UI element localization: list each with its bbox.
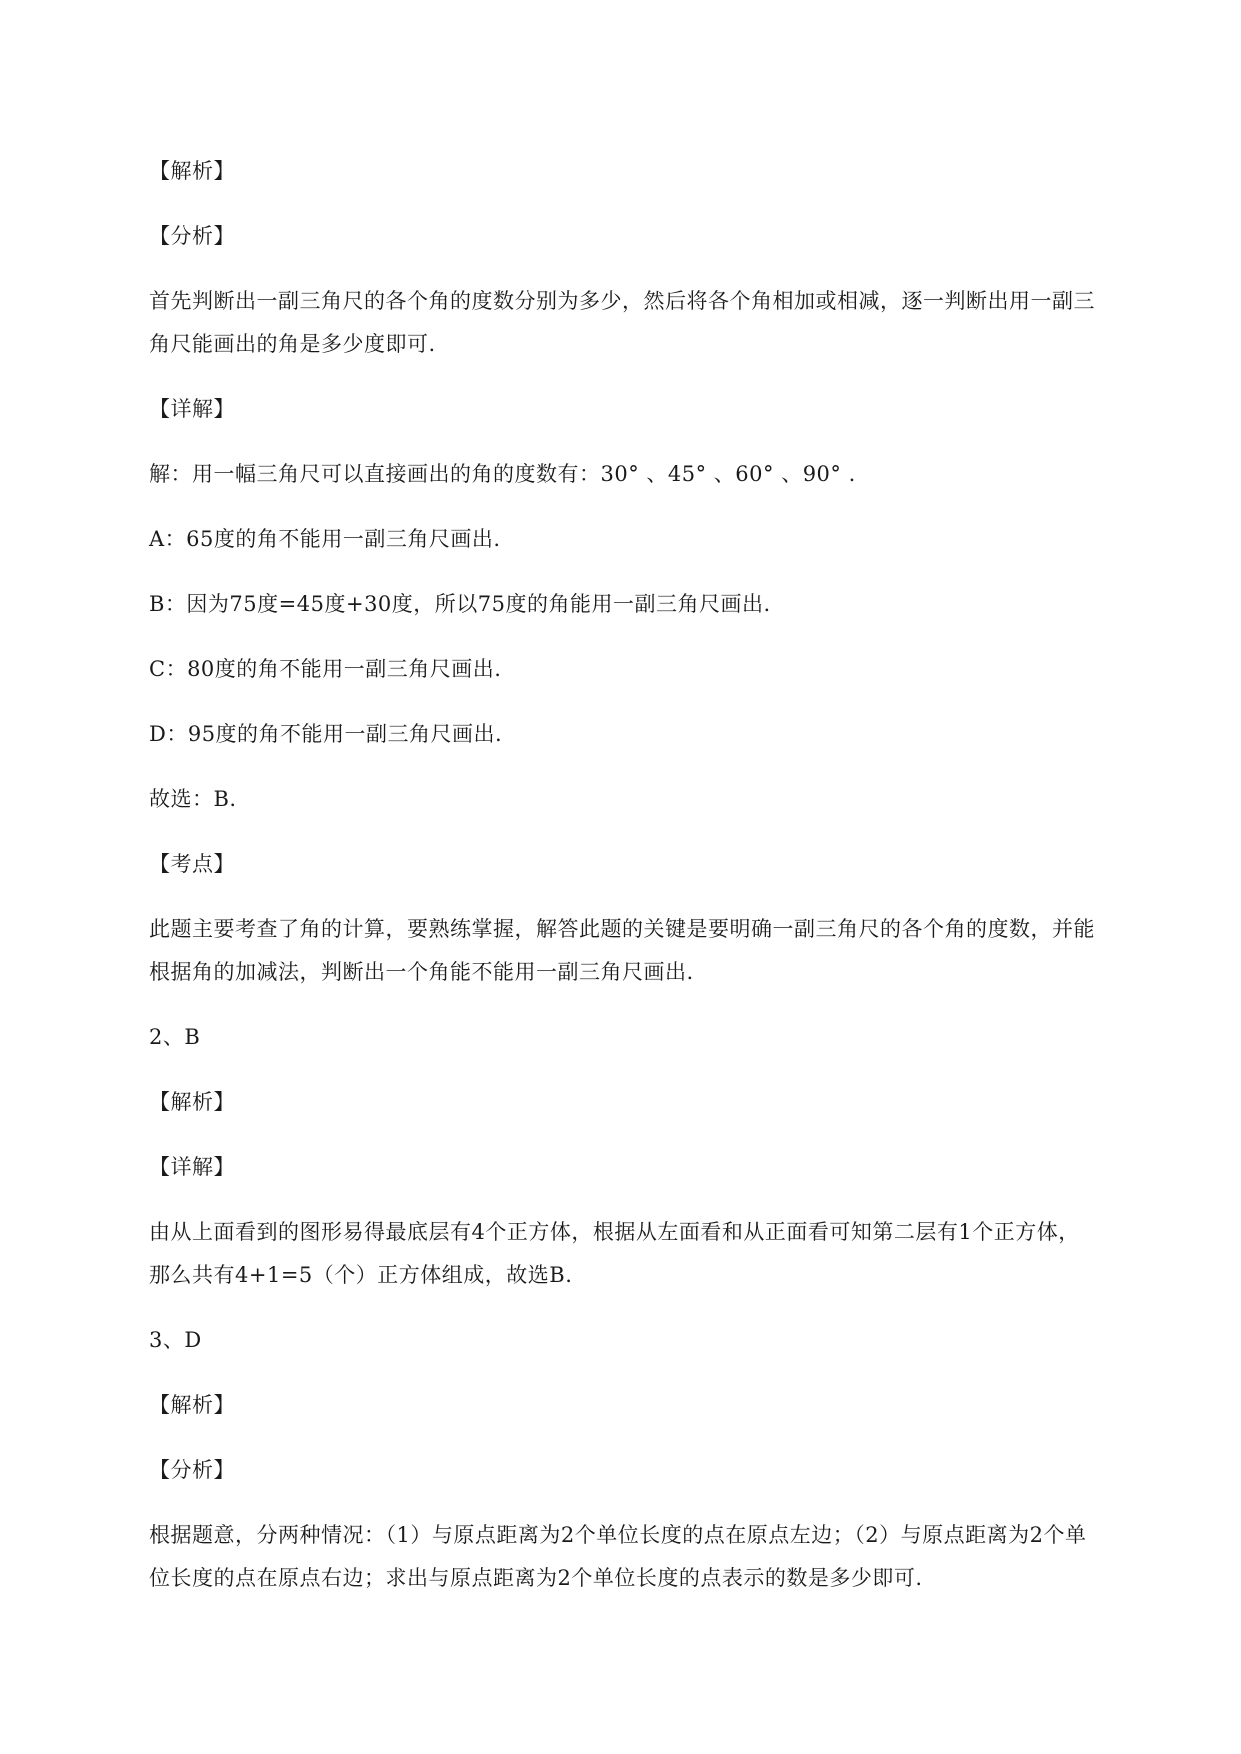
q2-jiexi-heading: 【解析】 [149,1090,235,1114]
q2-answer: 2、B [149,1025,201,1049]
q2-xiangjie-heading: 【详解】 [149,1155,235,1179]
q1-answer-choice: 故选：B. [149,787,237,811]
q1-solution-line: 解：用一幅三角尺可以直接画出的角的度数有：30° 、45° 、60° 、90° . [149,462,856,486]
q1-option-b: B：因为75度=45度+30度，所以75度的角能用一副三角尺画出. [149,592,771,616]
q1-option-d: D：95度的角不能用一副三角尺画出. [149,722,503,746]
q2-paragraph [149,1211,1159,1297]
q1-xiangjie-heading: 【详解】 [149,397,235,421]
q1-kaodian-line-1: 此题主要考查了角的计算，要熟练掌握，解答此题的关键是要明确一副三角尺的各个角的度数，并能 [149,917,1095,941]
q3-fenxi-heading: 【分析】 [149,1458,235,1482]
q2-line-2: 那么共有4+1=5（个）正方体组成，故选B. [149,1263,573,1287]
q1-fenxi-line-1: 首先判断出一副三角尺的各个角的度数分别为多少，然后将各个角相加或相减，逐一判断出用一副三 [149,289,1095,313]
q3-jiexi-heading: 【解析】 [149,1393,235,1417]
q3-answer: 3、D [149,1328,202,1352]
q1-fenxi-heading: 【分析】 [149,224,235,248]
q1-kaodian-paragraph [149,908,1159,994]
q1-fenxi-paragraph [149,280,1159,366]
q1-fenxi-line-2: 角尺能画出的角是多少度即可. [149,332,436,356]
q1-option-a: A：65度的角不能用一副三角尺画出. [149,527,501,551]
q1-option-c: C：80度的角不能用一副三角尺画出. [149,657,502,681]
q3-line-1: 根据题意，分两种情况：（1）与原点距离为2个单位长度的点在原点左边；（2）与原点距离为2个单 [149,1523,1087,1547]
document-page [149,150,1159,1622]
q1-kaodian-line-2: 根据角的加减法，判断出一个角能不能用一副三角尺画出. [149,960,694,984]
q1-jiexi-heading: 【解析】 [149,159,235,183]
q2-line-1: 由从上面看到的图形易得最底层有4个正方体，根据从左面看和从正面看可知第二层有1个正方体， [149,1220,1080,1244]
q3-line-2: 位长度的点在原点右边；求出与原点距离为2个单位长度的点表示的数是多少即可. [149,1566,923,1590]
q3-paragraph [149,1514,1159,1600]
q1-kaodian-heading: 【考点】 [149,852,235,876]
